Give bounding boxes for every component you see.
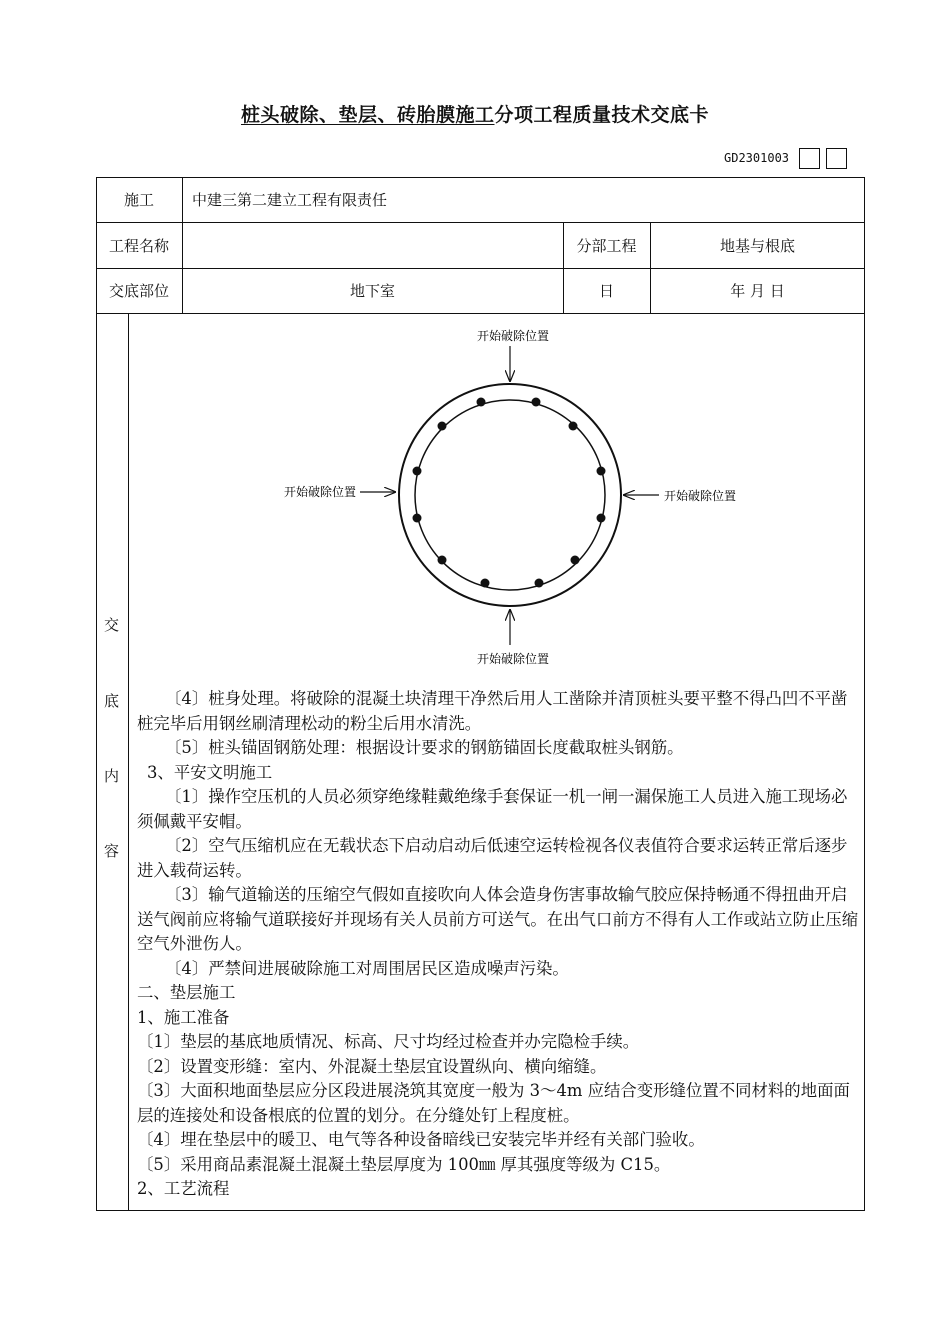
label-handover-location: 交底部位 [108,282,169,300]
rebar-dot [532,398,541,407]
checkbox-1[interactable] [799,148,820,169]
value-project-name[interactable] [192,222,562,268]
rebar-dot [569,422,578,431]
rebar-dot [597,514,606,523]
label-top: 开始破除位置 [477,329,550,343]
rebar-dot [438,556,447,565]
rebar-dot [597,467,606,476]
title-underlined-part: 桩头破除、垫层、砖胎膜施工 [240,104,495,126]
content-paragraph: 〔2〕设置变形缝：室内、外混凝土垫层宜设置纵向、横向缩缝。 [137,1056,607,1076]
rebar-dot [535,579,544,588]
content-heading: 3、平安文明施工 [147,762,273,782]
content-paragraph: 〔4〕埋在垫层中的暖卫、电气等各种设备暗线已安装完毕并经有关部门验收。 [137,1130,705,1149]
content-paragraph: 〔4〕严禁间进展破除施工对周围居民区造成噪声污染。 [165,958,569,978]
rebar-dots [413,398,606,588]
label-date: 日 [598,282,614,300]
content-heading: 1、施工准备 [137,1007,230,1027]
label-construction: 施工 [123,191,154,209]
value-handover-location: 地下室 [349,282,395,300]
rebar-dot [413,514,422,523]
side-label-char: 内 [104,767,120,785]
content-heading: 2、工艺流程 [137,1179,230,1198]
pile-breaking-diagram [129,313,865,685]
title-rest: 分项工程质量技术交底卡 [494,104,710,126]
value-construction: 中建三第二建立工程有限责任 [192,191,388,209]
checkbox-2[interactable] [826,148,847,169]
label-sub-project: 分部工程 [576,236,637,255]
document-title [0,100,950,127]
document-code: GD2301003 [724,151,790,165]
label-bottom: 开始破除位置 [477,652,550,666]
rebar-dot [571,556,580,565]
content-paragraph: 〔1〕操作空压机的人员必须穿绝缘鞋戴绝缘手套保证一机一闸一漏保施工人员进入施工现场必须佩戴平安帽。 [137,787,848,831]
content-paragraph: 〔3〕大面积地面垫层应分区段进展浇筑其宽度一般为 3～4m 应结合变形缝位置不同材料的地面面层的连接处和设备根底的位置的划分。在分缝处钉上程度桩。 [137,1081,850,1125]
side-label-char: 底 [104,692,120,710]
content-paragraph: 〔5〕采用商品素混凝土混凝土垫层厚度为 100㎜ 厚其强度等级为 C15。 [137,1154,671,1174]
value-date: 年 月 日 [730,282,785,300]
label-left: 开始破除位置 [284,485,357,499]
content-paragraph: 〔5〕桩头锚固钢筋处理：根据设计要求的钢筋锚固长度截取桩头钢筋。 [165,738,684,757]
content-paragraph: 〔4〕桩身处理。将破除的混凝土块清理干净然后用人工凿除并清顶桩头要平整不得凸凹不平凿桩完毕后用钢丝刷清理松动的粉尘后用水清洗。 [137,689,848,733]
rebar-dot [481,579,490,588]
value-sub-project: 地基与根底 [719,236,795,255]
pile-outer-circle [399,384,621,606]
content-paragraph: 〔1〕垫层的基底地质情况、标高、尺寸均经过检查并办完隐检手续。 [137,1032,640,1051]
side-label-char: 容 [104,842,120,860]
content-paragraph: 〔3〕输气道输送的压缩空气假如直接吹向人体会造身伤害事故输气胶应保持畅通不得扭曲开启送气阀前应将输气道联接好并现场有关人员前方可送气。在出气口前方不得有人工作或站立防止压缩空气外泄伤人。 [137,885,859,953]
label-right: 开始破除位置 [664,489,737,503]
rebar-dot [413,467,422,476]
rebar-dot [477,398,486,407]
label-project-name: 工程名称 [108,236,169,255]
content-paragraph: 〔2〕空气压缩机应在无载状态下启动启动后低速空运转检视各仪表值符合要求运转正常后逐步进入载荷运转。 [137,836,848,880]
side-label-char: 交 [104,616,120,634]
rebar-dot [438,422,447,431]
content-heading: 二、垫层施工 [137,983,236,1002]
handover-content [137,687,859,1202]
